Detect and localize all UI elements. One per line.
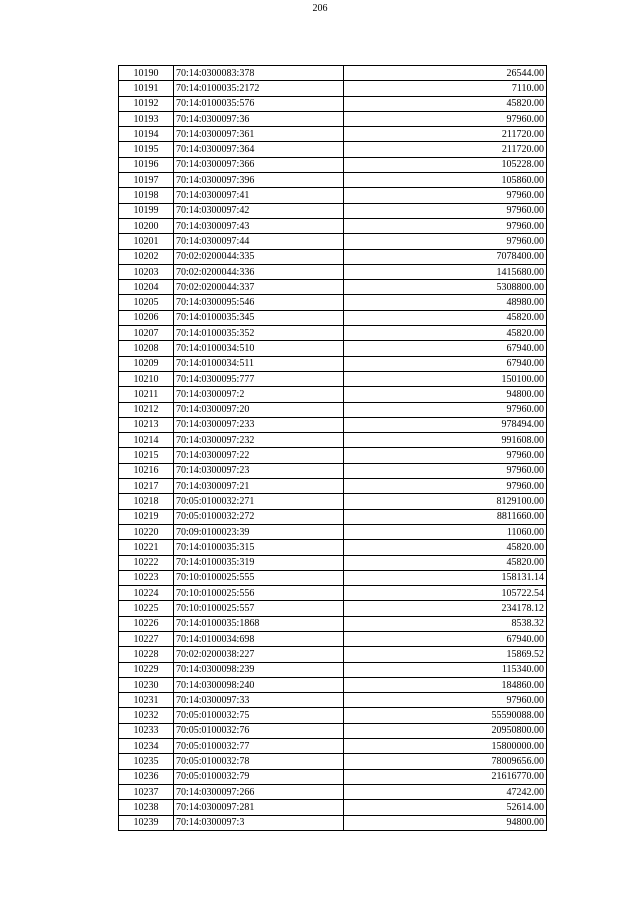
page-number: 206 (312, 3, 328, 14)
cadastral-number-cell: 70:14:0300097:364 (174, 142, 344, 157)
cadastral-value-cell: 20950800.00 (344, 723, 547, 738)
table-row (119, 524, 547, 539)
table-row (119, 218, 547, 233)
table-row (119, 754, 547, 769)
table-row (119, 387, 547, 402)
cadastral-number-cell: 70:14:0300095:546 (174, 295, 344, 310)
cadastral-value-cell: 978494.00 (344, 417, 547, 432)
cadastral-value-cell: 97960.00 (344, 402, 547, 417)
row-number-cell: 10236 (119, 769, 174, 784)
table-row (119, 295, 547, 310)
cadastral-number-cell: 70:14:0300097:3 (174, 815, 344, 830)
cadastral-value-cell: 21616770.00 (344, 769, 547, 784)
table-row (119, 769, 547, 784)
table-row (119, 479, 547, 494)
cadastral-number-cell: 70:14:0300097:36 (174, 111, 344, 126)
row-number-cell: 10225 (119, 601, 174, 616)
cadastral-value-cell: 97960.00 (344, 203, 547, 218)
row-number-cell: 10197 (119, 173, 174, 188)
cadastral-value-cell: 184860.00 (344, 677, 547, 692)
cadastral-value-cell: 26544.00 (344, 66, 547, 81)
row-number-cell: 10192 (119, 96, 174, 111)
cadastral-number-cell: 70:10:0100025:556 (174, 586, 344, 601)
row-number-cell: 10229 (119, 662, 174, 677)
table-row (119, 402, 547, 417)
row-number-cell: 10227 (119, 631, 174, 646)
row-number-cell: 10219 (119, 509, 174, 524)
row-number-cell: 10202 (119, 249, 174, 264)
cadastral-value-cell: 78009656.00 (344, 754, 547, 769)
row-number-cell: 10193 (119, 111, 174, 126)
table-row (119, 463, 547, 478)
table-row (119, 616, 547, 631)
table-row (119, 509, 547, 524)
row-number-cell: 10208 (119, 341, 174, 356)
row-number-cell: 10223 (119, 570, 174, 585)
row-number-cell: 10195 (119, 142, 174, 157)
cadastral-number-cell: 70:10:0100025:555 (174, 570, 344, 585)
row-number-cell: 10214 (119, 433, 174, 448)
row-number-cell: 10237 (119, 784, 174, 799)
row-number-cell: 10205 (119, 295, 174, 310)
cadastral-number-cell: 70:14:0300083:378 (174, 66, 344, 81)
cadastral-value-cell: 97960.00 (344, 693, 547, 708)
cadastral-value-cell: 8129100.00 (344, 494, 547, 509)
table-row (119, 173, 547, 188)
cadastral-value-cell: 45820.00 (344, 555, 547, 570)
row-number-cell: 10224 (119, 586, 174, 601)
cadastral-number-cell: 70:14:0300097:361 (174, 127, 344, 142)
row-number-cell: 10221 (119, 540, 174, 555)
cadastral-number-cell: 70:14:0100035:2172 (174, 81, 344, 96)
cadastral-value-cell: 8538.32 (344, 616, 547, 631)
cadastral-value-cell: 105228.00 (344, 157, 547, 172)
cadastral-value-cell: 105860.00 (344, 173, 547, 188)
table-row (119, 739, 547, 754)
cadastral-number-cell: 70:14:0300097:20 (174, 402, 344, 417)
table-row (119, 662, 547, 677)
cadastral-value-cell: 67940.00 (344, 631, 547, 646)
table-row (119, 142, 547, 157)
table-row (119, 723, 547, 738)
row-number-cell: 10235 (119, 754, 174, 769)
cadastral-number-cell: 70:14:0300097:366 (174, 157, 344, 172)
cadastral-number-cell: 70:09:0100023:39 (174, 524, 344, 539)
table-row (119, 81, 547, 96)
cadastral-number-cell: 70:14:0300097:2 (174, 387, 344, 402)
cadastral-number-cell: 70:14:0100034:511 (174, 356, 344, 371)
cadastral-value-cell: 94800.00 (344, 815, 547, 830)
row-number-cell: 10239 (119, 815, 174, 830)
table-row (119, 417, 547, 432)
cadastral-number-cell: 70:14:0300097:23 (174, 463, 344, 478)
row-number-cell: 10203 (119, 264, 174, 279)
cadastral-number-cell: 70:05:0100032:79 (174, 769, 344, 784)
cadastral-number-cell: 70:02:0200044:336 (174, 264, 344, 279)
cadastral-number-cell: 70:14:0300097:43 (174, 218, 344, 233)
cadastral-number-cell: 70:14:0100035:576 (174, 96, 344, 111)
cadastral-number-cell: 70:14:0300097:33 (174, 693, 344, 708)
table-row (119, 249, 547, 264)
cadastral-value-table (118, 65, 547, 831)
row-number-cell: 10200 (119, 218, 174, 233)
cadastral-number-cell: 70:14:0100034:510 (174, 341, 344, 356)
table-row (119, 371, 547, 386)
row-number-cell: 10196 (119, 157, 174, 172)
cadastral-number-cell: 70:14:0300097:232 (174, 433, 344, 448)
cadastral-value-cell: 97960.00 (344, 111, 547, 126)
table-row (119, 784, 547, 799)
table-row (119, 356, 547, 371)
cadastral-number-cell: 70:14:0100035:319 (174, 555, 344, 570)
cadastral-value-cell: 1415680.00 (344, 264, 547, 279)
cadastral-value-cell: 11060.00 (344, 524, 547, 539)
table-row (119, 601, 547, 616)
cadastral-value-cell: 45820.00 (344, 96, 547, 111)
row-number-cell: 10231 (119, 693, 174, 708)
table-body (119, 66, 547, 831)
cadastral-number-cell: 70:14:0300095:777 (174, 371, 344, 386)
cadastral-number-cell: 70:14:0100035:1868 (174, 616, 344, 631)
cadastral-number-cell: 70:10:0100025:557 (174, 601, 344, 616)
row-number-cell: 10212 (119, 402, 174, 417)
row-number-cell: 10215 (119, 448, 174, 463)
row-number-cell: 10234 (119, 739, 174, 754)
row-number-cell: 10216 (119, 463, 174, 478)
table-row (119, 555, 547, 570)
table-row (119, 586, 547, 601)
table-row (119, 264, 547, 279)
cadastral-value-cell: 5308800.00 (344, 280, 547, 295)
cadastral-value-cell: 45820.00 (344, 326, 547, 341)
row-number-cell: 10220 (119, 524, 174, 539)
cadastral-number-cell: 70:14:0100035:352 (174, 326, 344, 341)
cadastral-number-cell: 70:02:0200044:335 (174, 249, 344, 264)
row-number-cell: 10210 (119, 371, 174, 386)
cadastral-number-cell: 70:14:0300098:239 (174, 662, 344, 677)
table-row (119, 693, 547, 708)
table-row (119, 708, 547, 723)
table-row (119, 815, 547, 830)
cadastral-number-cell: 70:14:0300097:42 (174, 203, 344, 218)
table-row (119, 157, 547, 172)
table-row (119, 234, 547, 249)
cadastral-value-cell: 47242.00 (344, 784, 547, 799)
cadastral-number-cell: 70:05:0100032:76 (174, 723, 344, 738)
cadastral-number-cell: 70:14:0300097:266 (174, 784, 344, 799)
cadastral-value-cell: 15800000.00 (344, 739, 547, 754)
cadastral-value-cell: 7078400.00 (344, 249, 547, 264)
table-row (119, 800, 547, 815)
cadastral-value-cell: 105722.54 (344, 586, 547, 601)
table-row (119, 647, 547, 662)
cadastral-number-cell: 70:05:0100032:271 (174, 494, 344, 509)
cadastral-value-cell: 45820.00 (344, 540, 547, 555)
row-number-cell: 10233 (119, 723, 174, 738)
row-number-cell: 10191 (119, 81, 174, 96)
table-row (119, 280, 547, 295)
cadastral-value-cell: 97960.00 (344, 463, 547, 478)
cadastral-value-cell: 7110.00 (344, 81, 547, 96)
cadastral-number-cell: 70:14:0300097:233 (174, 417, 344, 432)
table-row (119, 631, 547, 646)
cadastral-value-cell: 8811660.00 (344, 509, 547, 524)
cadastral-value-cell: 97960.00 (344, 234, 547, 249)
cadastral-number-cell: 70:05:0100032:75 (174, 708, 344, 723)
cadastral-number-cell: 70:14:0300097:281 (174, 800, 344, 815)
cadastral-value-cell: 97960.00 (344, 188, 547, 203)
cadastral-value-cell: 48980.00 (344, 295, 547, 310)
cadastral-number-cell: 70:14:0100034:698 (174, 631, 344, 646)
cadastral-value-cell: 55590088.00 (344, 708, 547, 723)
table-row (119, 433, 547, 448)
cadastral-value-cell: 234178.12 (344, 601, 547, 616)
table-row (119, 540, 547, 555)
cadastral-value-cell: 45820.00 (344, 310, 547, 325)
cadastral-value-cell: 991608.00 (344, 433, 547, 448)
row-number-cell: 10238 (119, 800, 174, 815)
row-number-cell: 10206 (119, 310, 174, 325)
row-number-cell: 10226 (119, 616, 174, 631)
row-number-cell: 10218 (119, 494, 174, 509)
table-row (119, 448, 547, 463)
cadastral-value-cell: 67940.00 (344, 341, 547, 356)
row-number-cell: 10201 (119, 234, 174, 249)
table-row (119, 188, 547, 203)
cadastral-number-cell: 70:14:0300097:396 (174, 173, 344, 188)
table-row (119, 111, 547, 126)
row-number-cell: 10222 (119, 555, 174, 570)
cadastral-number-cell: 70:14:0100035:345 (174, 310, 344, 325)
cadastral-number-cell: 70:02:0200038:227 (174, 647, 344, 662)
cadastral-number-cell: 70:05:0100032:78 (174, 754, 344, 769)
cadastral-number-cell: 70:02:0200044:337 (174, 280, 344, 295)
cadastral-value-cell: 211720.00 (344, 142, 547, 157)
cadastral-value-cell: 158131.14 (344, 570, 547, 585)
cadastral-value-cell: 115340.00 (344, 662, 547, 677)
cadastral-value-cell: 97960.00 (344, 479, 547, 494)
row-number-cell: 10207 (119, 326, 174, 341)
row-number-cell: 10209 (119, 356, 174, 371)
cadastral-number-cell: 70:14:0300098:240 (174, 677, 344, 692)
table-row (119, 341, 547, 356)
table-row (119, 66, 547, 81)
row-number-cell: 10213 (119, 417, 174, 432)
row-number-cell: 10199 (119, 203, 174, 218)
cadastral-value-cell: 94800.00 (344, 387, 547, 402)
row-number-cell: 10232 (119, 708, 174, 723)
table-row (119, 310, 547, 325)
row-number-cell: 10198 (119, 188, 174, 203)
cadastral-value-cell: 15869.52 (344, 647, 547, 662)
cadastral-value-cell: 97960.00 (344, 448, 547, 463)
table-row (119, 326, 547, 341)
cadastral-value-cell: 211720.00 (344, 127, 547, 142)
cadastral-number-cell: 70:14:0100035:315 (174, 540, 344, 555)
cadastral-number-cell: 70:14:0300097:44 (174, 234, 344, 249)
table-row (119, 677, 547, 692)
cadastral-value-cell: 67940.00 (344, 356, 547, 371)
table-row (119, 203, 547, 218)
cadastral-number-cell: 70:14:0300097:21 (174, 479, 344, 494)
cadastral-number-cell: 70:05:0100032:77 (174, 739, 344, 754)
table-row (119, 96, 547, 111)
table-row (119, 494, 547, 509)
cadastral-value-cell: 150100.00 (344, 371, 547, 386)
row-number-cell: 10211 (119, 387, 174, 402)
cadastral-number-cell: 70:14:0300097:41 (174, 188, 344, 203)
cadastral-value-cell: 97960.00 (344, 218, 547, 233)
row-number-cell: 10204 (119, 280, 174, 295)
cadastral-value-cell: 52614.00 (344, 800, 547, 815)
cadastral-number-cell: 70:14:0300097:22 (174, 448, 344, 463)
table-row (119, 570, 547, 585)
row-number-cell: 10217 (119, 479, 174, 494)
cadastral-number-cell: 70:05:0100032:272 (174, 509, 344, 524)
row-number-cell: 10190 (119, 66, 174, 81)
table-row (119, 127, 547, 142)
row-number-cell: 10230 (119, 677, 174, 692)
row-number-cell: 10228 (119, 647, 174, 662)
row-number-cell: 10194 (119, 127, 174, 142)
